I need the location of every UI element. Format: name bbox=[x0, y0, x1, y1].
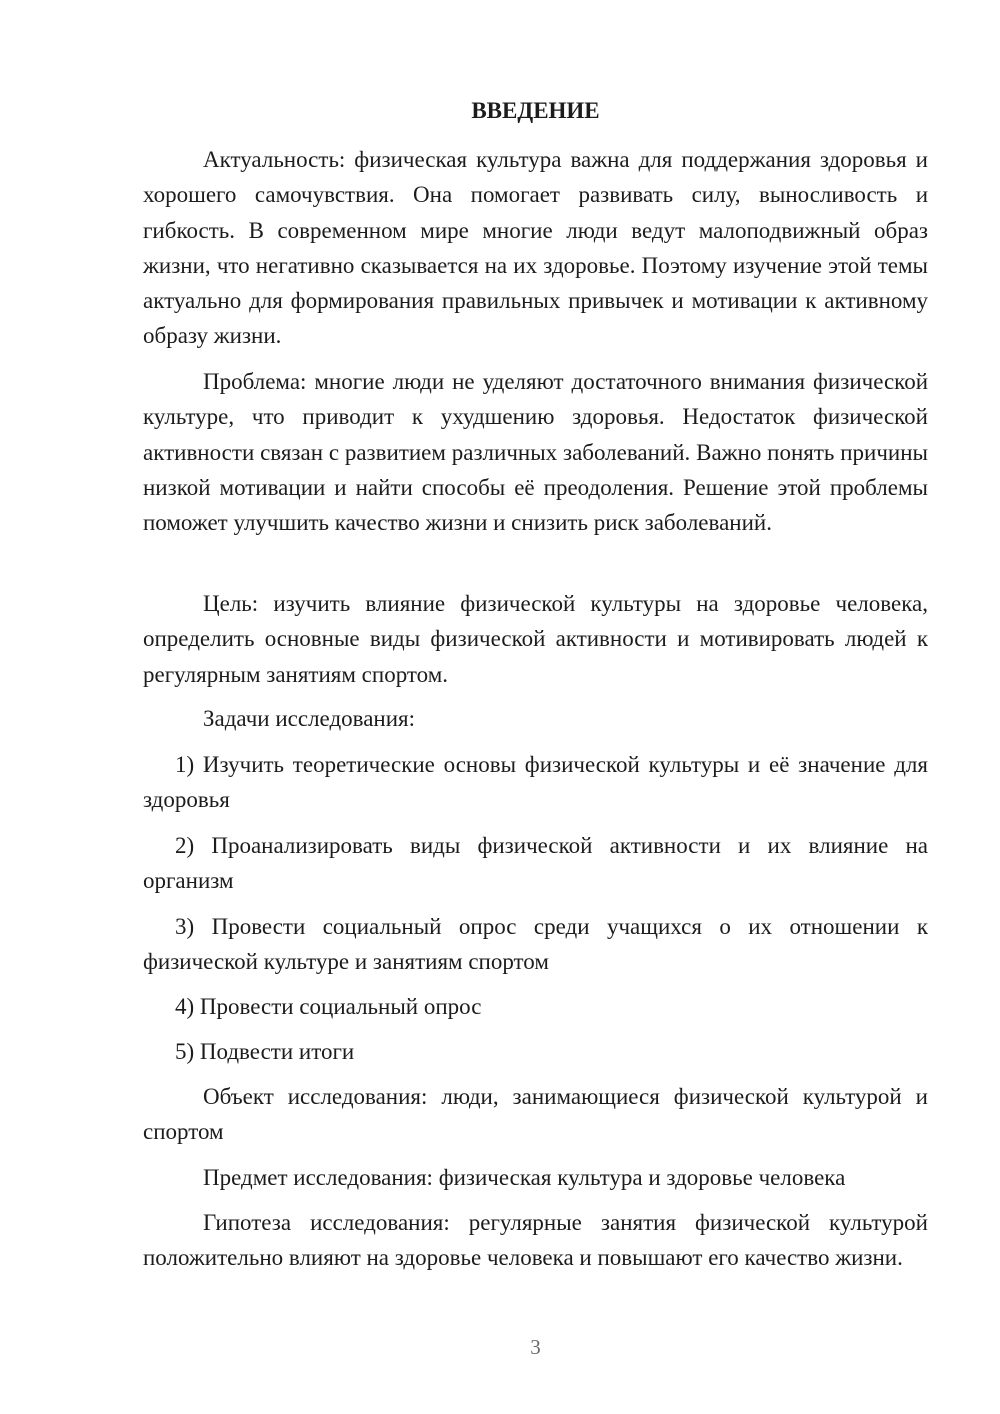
subject-paragraph: Предмет исследования: физическая культура и здоровье человека bbox=[203, 1165, 846, 1190]
task-item-5: 5) Подвести итоги bbox=[175, 1039, 355, 1064]
page-number: 3 bbox=[530, 1335, 541, 1359]
task-item-4: 4) Провести социальный опрос bbox=[175, 994, 482, 1019]
tasks-heading: Задачи исследования: bbox=[203, 706, 416, 731]
document-page bbox=[143, 0, 928, 1414]
task-item-1: 1) Изучить теоретические основы физической культуры и её значение для здоровья bbox=[143, 752, 928, 813]
task-item-3: 3) Провести социальный опрос среди учащихся о их отношении к физической культуре и занятиям спортом bbox=[143, 914, 928, 975]
object-paragraph: Объект исследования: люди, занимающиеся физической культурой и спортом bbox=[143, 1084, 928, 1145]
goal-paragraph: Цель: изучить влияние физической культуры на здоровье человека, определить основные виды физической активности и мотивировать людей к регулярным занятиям спортом. bbox=[143, 591, 928, 687]
hypothesis-paragraph: Гипотеза исследования: регулярные занятия физической культурой положительно влияют на здоровье человека и повышают его качество жизни. bbox=[143, 1210, 928, 1271]
problem-paragraph: Проблема: многие люди не уделяют достаточного внимания физической культуре, что приводит к ухудшению здоровья. Недостаток физической активности связан с развитием различных заболеваний. Важно понять причины низкой мотивации и найти способы её преодоления. Решение этой проблемы поможет улучшить качество жизни и снизить риск заболеваний. bbox=[143, 369, 928, 536]
section-title: ВВЕДЕНИЕ bbox=[471, 98, 600, 123]
relevance-paragraph: Актуальность: физическая культура важна для поддержания здоровья и хорошего самочувствия. Она помогает развивать силу, выносливость и гибкость. В современном мире многие люди ведут малоподвижный образ жизни, что негативно сказывается на их здоровье. Поэтому изучение этой темы актуально для формирования правильных привычек и мотивации к активному образу жизни. bbox=[143, 147, 928, 349]
task-item-2: 2) Проанализировать виды физической активности и их влияние на организм bbox=[143, 833, 928, 894]
